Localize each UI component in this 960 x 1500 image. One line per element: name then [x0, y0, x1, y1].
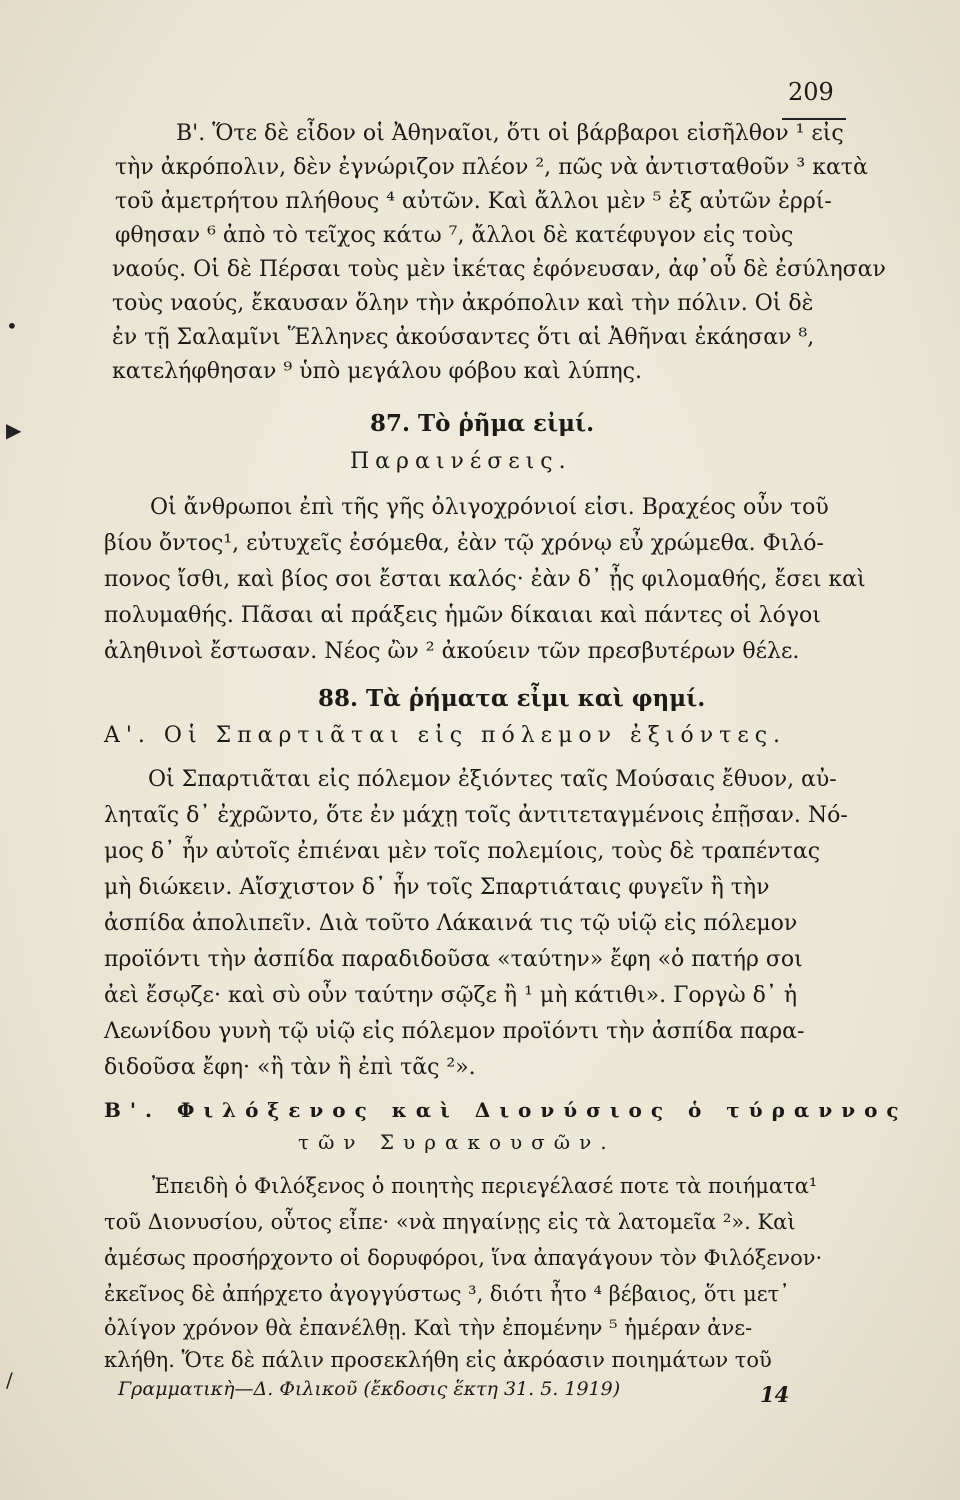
margin-dot: • — [6, 314, 18, 338]
section-88-subheading-b: Β'. Φιλόξενος καὶ Διονύσιος ὁ τύραννος — [104, 1098, 908, 1122]
text-line: τὴν ἀκρόπολιν, δὲν ἐγνώριζον πλέον ², πῶς νὰ ἀντισταθοῦν ³ κατὰ — [115, 155, 868, 180]
text-line: ἀσπίδα ἀπολιπεῖν. Διὰ τοῦτο Λάκαινά τις τῷ υἱῷ εἰς πόλεμον — [104, 911, 798, 936]
text-line: ληταῖς δ᾽ ἐχρῶντο, ὅτε ἐν μάχῃ τοῖς ἀντιτεταγμένοις ἐπῇσαν. Νό- — [104, 803, 848, 828]
footer-note: Γραμματικὴ—Δ. Φιλικοῦ (ἔκδοσις ἕκτη 31. 5. 1919) — [118, 1378, 621, 1400]
text-line: πονος ἴσθι, καὶ βίος σοι ἔσται καλός· ἐὰν δ᾽ ᾖς φιλομαθής, ἔσει καὶ — [104, 567, 866, 592]
text-line: ἀεὶ ἔσῳζε· καὶ σὺ οὖν ταύτην σῷζε ἢ ¹ μὴ κάτιθι». Γοργὼ δ᾽ ἡ — [104, 983, 798, 1008]
text-line: ἀμέσως προσήρχοντο οἱ δορυφόροι, ἵνα ἀπαγάγουν τὸν Φιλόξενον· — [104, 1246, 823, 1270]
text-line: κατελήφθησαν ⁹ ὑπὸ μεγάλου φόβου καὶ λύπης. — [112, 359, 642, 384]
section-88-heading: 88. Τὰ ῥήματα εἶμι καὶ φημί. — [318, 685, 706, 712]
text-line: τοῦ ἀμετρήτου πλήθους ⁴ αὐτῶν. Καὶ ἄλλοι μὲν ⁵ ἐξ αὐτῶν ἐρρί- — [115, 189, 832, 214]
text-line: ἐν τῇ Σαλαμῖνι Ἕλληνες ἀκούσαντες ὅτι αἱ Ἀθῆναι ἐκάησαν ⁸, — [112, 325, 815, 350]
text-line: Β'. Ὅτε δὲ εἶδον οἱ Ἀθηναῖοι, ὅτι οἱ βάρβαροι εἰσῆλθον ¹ εἰς — [176, 121, 844, 146]
section-87-heading: 87. Τὸ ῥῆμα εἰμί. — [370, 410, 595, 437]
text-line: πολυμαθής. Πᾶσαι αἱ πράξεις ἡμῶν δίκαιαι καὶ πάντες οἱ λόγοι — [104, 603, 821, 628]
text-line: μος δ᾽ ἦν αὐτοῖς ἐπιέναι μὲν τοῖς πολεμίοις, τοὺς δὲ τραπέντας — [104, 839, 821, 864]
text-line: κλήθη. Ὅτε δὲ πάλιν προσεκλήθη εἰς ἀκρόασιν ποιημάτων τοῦ — [104, 1348, 772, 1372]
text-line: τοῦ Διονυσίου, οὗτος εἶπε· «νὰ πηγαίνῃς εἰς τὰ λατομεῖα ²». Καὶ — [104, 1210, 796, 1234]
text-line: Ἐπειδὴ ὁ Φιλόξενος ὁ ποιητὴς περιεγέλασέ ποτε τὰ ποιήματα¹ — [152, 1174, 818, 1198]
text-line: ἀληθινοὶ ἔστωσαν. Νέος ὢν ² ἀκούειν τῶν πρεσβυτέρων θέλε. — [104, 639, 800, 664]
text-line: διδοῦσα ἔφη· «ἢ τὰν ἢ ἐπὶ τᾶς ²». — [104, 1055, 476, 1080]
margin-tick: / — [6, 1368, 13, 1392]
text-line: Λεωνίδου γυνὴ τῷ υἱῷ εἰς πόλεμον προϊόντι τὴν ἀσπίδα παρα- — [104, 1019, 805, 1044]
text-line: Οἱ Σπαρτιᾶται εἰς πόλεμον ἐξιόντες ταῖς Μούσαις ἔθυον, αὐ- — [148, 767, 837, 792]
text-line: τοὺς ναούς, ἔκαυσαν ὅλην τὴν ἀκρόπολιν καὶ τὴν πόλιν. Οἱ δὲ — [112, 291, 814, 316]
section-88-subheading-a: Α'. Οἱ Σπαρτιᾶται εἰς πόλεμον ἐξιόντες. — [104, 723, 787, 748]
text-line: προϊόντι τὴν ἀσπίδα παραδιδοῦσα «ταύτην» ἔφη «ὁ πατήρ σοι — [104, 947, 803, 972]
text-line: ἐκεῖνος δὲ ἀπήρχετο ἀγογγύστως ³, διότι ἦτο ⁴ βέβαιος, ὅτι μετ᾽ — [104, 1282, 790, 1306]
margin-arrow: ▶ — [6, 418, 22, 442]
text-line: φθησαν ⁶ ἀπὸ τὸ τεῖχος κάτω ⁷, ἄλλοι δὲ κατέφυγον εἰς τοὺς — [115, 223, 794, 248]
section-88-subheading-b-cont: τῶν Συρακουσῶν. — [298, 1130, 616, 1154]
text-line: ὀλίγον χρόνον θὰ ἐπανέλθῃ. Καὶ τὴν ἐπομένην ⁵ ἡμέραν ἀνε- — [104, 1316, 753, 1340]
signature-mark: 14 — [760, 1382, 790, 1407]
page-number: 209 — [788, 78, 834, 106]
text-line: Οἱ ἄνθρωποι ἐπὶ τῆς γῆς ὀλιγοχρόνιοί εἰσι. Βραχέος οὖν τοῦ — [150, 495, 829, 520]
text-line: μὴ διώκειν. Αἴσχιστον δ᾽ ἦν τοῖς Σπαρτιάταις φυγεῖν ἢ τὴν — [104, 875, 770, 900]
text-line: βίου ὄντος¹, εὐτυχεῖς ἐσόμεθα, ἐὰν τῷ χρόνῳ εὖ χρώμεθα. Φιλό- — [104, 531, 824, 556]
section-87-subheading: Παραινέσεις. — [350, 449, 572, 474]
text-line: ναούς. Οἱ δὲ Πέρσαι τοὺς μὲν ἱκέτας ἐφόνευσαν, ἀφ᾽οὗ δὲ ἐσύλησαν — [112, 257, 886, 282]
